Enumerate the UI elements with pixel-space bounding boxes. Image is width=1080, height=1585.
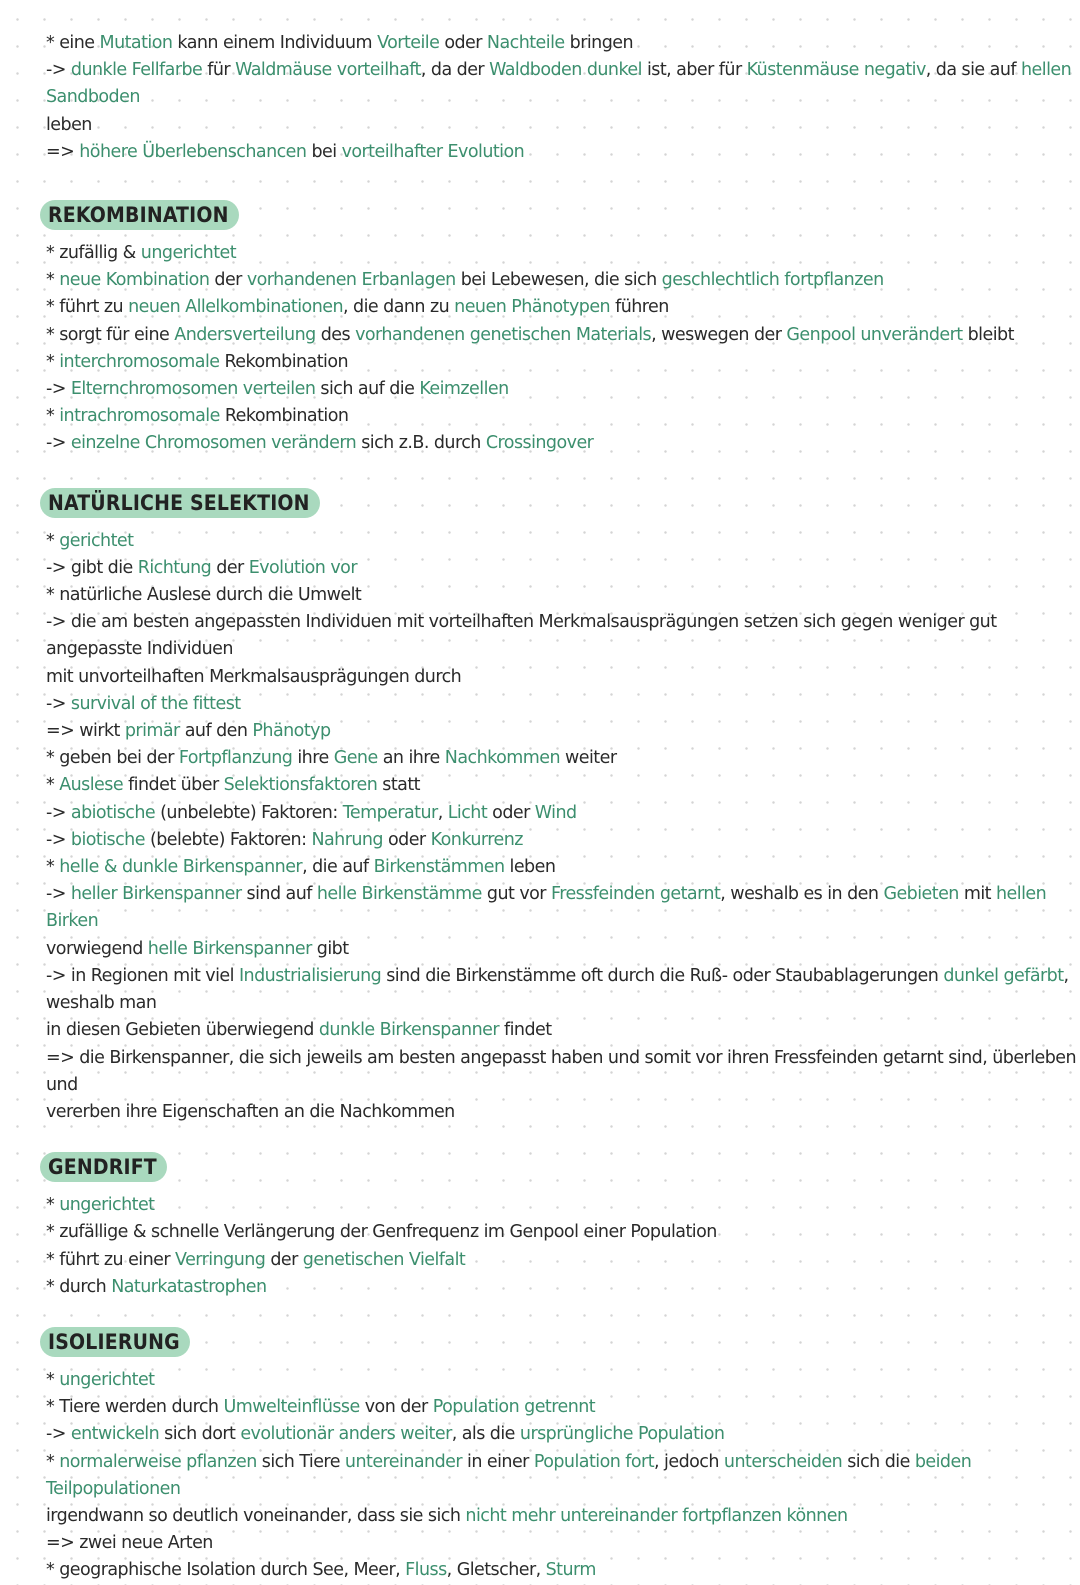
text-span: auf den	[179, 721, 253, 742]
text-span: von der	[359, 1397, 433, 1418]
term-span: ungerichtet	[140, 243, 237, 264]
section-heading-selektion	[40, 488, 1080, 522]
text-line	[46, 349, 1080, 376]
term-span: Richtung	[137, 557, 212, 578]
text-span: sich die	[842, 1451, 915, 1472]
term-span: Industrialisierung	[238, 965, 382, 986]
term-span: Nachkommen	[444, 748, 560, 769]
text-span: *	[46, 270, 60, 291]
text-span: *	[46, 1451, 60, 1472]
heading-gendrift: GENDRIFT	[40, 1152, 167, 1182]
text-line	[46, 1530, 1080, 1557]
section-heading-rekombination	[40, 200, 1080, 234]
text-span: *	[46, 406, 60, 427]
term-span: Sturm	[545, 1560, 596, 1581]
text-span: * führt zu	[46, 297, 129, 318]
text-line	[46, 963, 1080, 1017]
term-span: nicht mehr untereinander fortpflanzen können	[465, 1505, 848, 1526]
text-span: , weswegen der	[651, 324, 787, 345]
term-span: vorhandenen Erbanlagen	[246, 270, 456, 291]
text-line	[46, 936, 1080, 963]
text-span: -> in Regionen mit viel	[46, 965, 239, 986]
text-span: ->	[46, 1424, 71, 1445]
term-span: Fluss	[405, 1560, 447, 1581]
text-span: mit unvorteilhaften Merkmalsausprägungen durch	[46, 666, 462, 687]
text-line	[46, 1247, 1080, 1274]
term-span: dunkel gefärbt	[943, 965, 1064, 986]
text-span: leben	[504, 857, 556, 878]
term-span: Selektionsfaktoren	[223, 775, 378, 796]
text-span: bringen	[564, 33, 634, 53]
text-span: bei Lebewesen, die sich	[455, 270, 662, 291]
text-span: der	[211, 557, 249, 578]
term-span: vorhandenen genetischen Materials	[355, 324, 652, 345]
term-span: vorteilhafter Evolution	[341, 141, 525, 162]
text-span: der	[209, 270, 247, 291]
text-span: , die auf	[302, 857, 374, 878]
text-span: * geben bei der	[46, 748, 179, 769]
heading-rekombination: REKOMBINATION	[40, 200, 239, 230]
text-line	[46, 555, 1080, 582]
text-line	[46, 1367, 1080, 1394]
text-line	[46, 430, 1080, 457]
text-span: oder	[439, 33, 487, 53]
text-span: oder	[487, 802, 535, 823]
text-span: weiter	[560, 748, 617, 769]
term-span: abiotische	[70, 802, 156, 823]
term-span: Mutation	[99, 33, 173, 53]
term-span: Waldboden dunkel	[489, 60, 642, 81]
text-span: * sorgt für eine	[46, 324, 175, 345]
term-span: Konkurrenz	[430, 829, 523, 850]
text-span: , da der	[420, 60, 490, 81]
text-line	[46, 800, 1080, 827]
term-span: Population getrennt	[432, 1397, 596, 1418]
term-span: höhere Überlebenschancen	[79, 141, 307, 162]
text-span: *	[46, 775, 60, 796]
term-span: evolutionär anders weiter	[240, 1424, 452, 1445]
text-span: sich auf die	[315, 379, 420, 400]
term-span: Keimzellen	[419, 379, 509, 400]
term-span: unterscheiden	[723, 1451, 843, 1472]
text-span: *	[46, 530, 60, 551]
text-span: ->	[46, 802, 71, 823]
term-span: Fressfeinden getarnt	[550, 884, 721, 905]
text-span: statt	[377, 775, 420, 796]
text-line	[46, 294, 1080, 321]
term-span: Umwelteinflüsse	[223, 1397, 360, 1418]
text-span: findet	[499, 1020, 552, 1041]
section-heading-isolierung	[40, 1327, 1080, 1361]
term-span: helle Birkenstämme	[316, 884, 482, 905]
text-line	[46, 1394, 1080, 1421]
text-span: ->	[46, 60, 71, 81]
text-line	[46, 609, 1080, 663]
text-span: an ihre	[377, 748, 445, 769]
term-span: survival of the fittest	[70, 693, 241, 714]
term-span: untereinander	[344, 1451, 462, 1472]
text-span: -> die am besten angepassten Individuen mit vorteilhaften Merkmalsausprägungen setzen sich gegen weniger gut angepasste Individuen	[46, 612, 997, 660]
text-line	[46, 745, 1080, 772]
text-span: für	[202, 60, 236, 81]
term-span: einzelne Chromosomen verändern	[70, 433, 357, 454]
text-span: (belebte) Faktoren:	[144, 829, 312, 850]
text-span: , als die	[451, 1424, 520, 1445]
gendrift-section	[46, 1192, 1080, 1301]
text-line	[46, 827, 1080, 854]
text-span: bei	[306, 141, 342, 162]
text-span: mit	[958, 884, 996, 905]
term-span: biotische	[70, 829, 145, 850]
text-span: ->	[46, 693, 71, 714]
text-line	[46, 139, 1080, 166]
term-span: Vorteile	[377, 33, 440, 53]
text-span: kann einem Individuum	[172, 33, 378, 53]
text-span: bleibt	[962, 324, 1014, 345]
text-line	[46, 1557, 1080, 1584]
text-line	[46, 1274, 1080, 1301]
term-span: Gebieten	[883, 884, 959, 905]
term-span: hellen Sandboden	[46, 60, 1072, 108]
text-line	[46, 1017, 1080, 1044]
term-span: neuen Allelkombinationen	[128, 297, 344, 318]
text-line	[46, 664, 1080, 691]
text-span: ,	[437, 802, 448, 823]
text-span: ->	[46, 884, 71, 905]
text-span: gibt	[311, 938, 349, 959]
text-span: * durch	[46, 1276, 112, 1297]
text-line	[46, 403, 1080, 430]
text-span: , da sie auf	[925, 60, 1021, 81]
text-span: in einer	[462, 1451, 534, 1472]
text-line	[46, 267, 1080, 294]
text-span: Rekombination	[219, 351, 349, 372]
text-span: * geographische Isolation durch See, Meer,	[46, 1560, 406, 1581]
term-span: Auslese	[59, 775, 124, 796]
text-span: => zwei neue Arten	[46, 1533, 213, 1554]
section-heading-gendrift	[40, 1152, 1080, 1186]
term-span: Birkenstämmen	[373, 857, 505, 878]
text-span: oder	[382, 829, 431, 850]
term-span: ursprüngliche Population	[519, 1424, 725, 1445]
text-span: sind die Birkenstämme oft durch die Ruß- oder Staubablagerungen	[381, 965, 944, 986]
term-span: Phänotyp	[252, 721, 331, 742]
text-span: der	[265, 1249, 303, 1270]
text-span: , weshalb man	[46, 965, 1069, 1014]
isolierung-section	[46, 1367, 1080, 1585]
text-line	[46, 881, 1080, 935]
text-span: -> gibt die	[46, 557, 138, 578]
text-span: , weshalb es in den	[720, 884, 884, 905]
text-span: , Gletscher,	[446, 1560, 546, 1581]
text-span: (unbelebte) Faktoren:	[155, 802, 343, 823]
term-span: intrachromosomale	[59, 406, 220, 427]
term-span: Andersverteilung	[174, 324, 316, 345]
term-span: Nahrung	[311, 829, 383, 850]
text-span: => wirkt	[46, 721, 125, 742]
text-span: ->	[46, 829, 71, 850]
text-line	[46, 30, 1080, 57]
text-span: findet über	[123, 775, 224, 796]
term-span: Verringung	[175, 1249, 266, 1270]
text-line	[46, 57, 1080, 111]
term-span: geschlechtlich fortpflanzen	[661, 270, 884, 291]
text-span: * zufällig &	[46, 243, 141, 264]
term-span: ungerichtet	[59, 1195, 155, 1216]
text-span: ist, aber für	[641, 60, 747, 81]
term-span: Waldmäuse vorteilhaft	[235, 60, 421, 81]
text-span: vorwiegend	[46, 938, 148, 959]
text-line	[46, 1192, 1080, 1219]
term-span: Licht	[447, 802, 488, 823]
term-span: helle & dunkle Birkenspanner	[59, 857, 303, 878]
text-line	[46, 1503, 1080, 1530]
text-span: irgendwann so deutlich voneinander, dass sie sich	[46, 1505, 466, 1526]
text-span: sich dort	[159, 1424, 241, 1445]
term-span: hellen Birken	[46, 884, 1047, 932]
text-line	[46, 376, 1080, 403]
text-span: * natürliche Auslese durch die Umwelt	[46, 585, 362, 606]
text-line	[46, 854, 1080, 881]
text-line	[46, 691, 1080, 718]
text-span: leben	[46, 114, 92, 135]
term-span: primär	[124, 721, 180, 742]
text-line	[46, 1099, 1080, 1126]
text-line	[46, 582, 1080, 609]
term-span: neuen Phänotypen	[454, 297, 611, 318]
text-line	[46, 240, 1080, 267]
term-span: Temperatur	[342, 802, 438, 823]
term-span: Naturkatastrophen	[111, 1276, 267, 1297]
term-span: normalerweise pflanzen	[59, 1451, 257, 1472]
term-span: genetischen Vielfalt	[302, 1249, 466, 1270]
selektion-section	[46, 528, 1080, 1126]
text-span: => die Birkenspanner, die sich jeweils am besten angepasst haben und somit vor ihren Fressfeinden getarnt sind, überleben und	[46, 1047, 1077, 1095]
term-span: dunkle Birkenspanner	[318, 1020, 499, 1041]
text-span: =>	[46, 141, 80, 162]
text-span: ->	[46, 433, 71, 454]
term-span: Elternchromosomen verteilen	[70, 379, 316, 400]
text-span: *	[46, 1195, 60, 1216]
text-span: ihre	[292, 748, 334, 769]
text-span: ->	[46, 379, 71, 400]
text-span: sich z.B. durch	[356, 433, 486, 454]
heading-isolierung: ISOLIERUNG	[40, 1327, 190, 1357]
text-line	[46, 322, 1080, 349]
text-line	[46, 1219, 1080, 1246]
text-span: in diesen Gebieten überwiegend	[46, 1020, 319, 1041]
term-span: Evolution vor	[248, 557, 357, 578]
term-span: gerichtet	[59, 530, 134, 551]
text-span: sind auf	[241, 884, 317, 905]
text-span: Rekombination	[219, 406, 349, 427]
term-span: heller Birkenspanner	[70, 884, 242, 905]
term-span: Genpool unverändert	[786, 324, 963, 345]
text-span: vererben ihre Eigenschaften an die Nachkommen	[46, 1101, 455, 1122]
term-span: Wind	[534, 802, 577, 823]
term-span: Fortpflanzung	[178, 748, 293, 769]
intro-section	[46, 30, 1080, 166]
text-span: * zufällige & schnelle Verlängerung der Genfrequenz im Genpool einer Population	[46, 1222, 717, 1243]
text-span: *	[46, 351, 60, 372]
term-span: Nachteile	[486, 33, 565, 53]
text-span: , die dann zu	[343, 297, 455, 318]
term-span: beiden Teilpopulationen	[46, 1451, 972, 1499]
text-line	[46, 112, 1080, 139]
heading-selektion: NATÜRLICHE SELEKTION	[40, 488, 320, 518]
term-span: Population fort	[533, 1451, 655, 1472]
term-span: Gene	[333, 748, 378, 769]
text-span: * führt zu einer	[46, 1249, 176, 1270]
text-span: * Tiere werden durch	[46, 1397, 224, 1418]
term-span: neue Kombination	[59, 270, 210, 291]
text-line	[46, 1421, 1080, 1448]
text-span: *	[46, 857, 60, 878]
text-line	[46, 1449, 1080, 1503]
term-span: entwickeln	[70, 1424, 160, 1445]
term-span: ungerichtet	[59, 1369, 155, 1390]
text-span: des	[315, 324, 356, 345]
text-line	[46, 1045, 1080, 1099]
text-span: sich Tiere	[256, 1451, 345, 1472]
text-span: *	[46, 1369, 60, 1390]
text-span: * eine	[46, 33, 100, 53]
term-span: Crossingover	[485, 433, 594, 454]
term-span: dunkle Fellfarbe	[70, 60, 203, 81]
rekombination-section	[46, 240, 1080, 458]
term-span: Küstenmäuse negativ	[746, 60, 926, 81]
term-span: interchromosomale	[59, 351, 220, 372]
text-span: führen	[610, 297, 669, 318]
text-line	[46, 718, 1080, 745]
text-line	[46, 772, 1080, 799]
text-span: , jedoch	[654, 1451, 724, 1472]
text-span: gut vor	[481, 884, 551, 905]
term-span: helle Birkenspanner	[147, 938, 312, 959]
text-line	[46, 528, 1080, 555]
